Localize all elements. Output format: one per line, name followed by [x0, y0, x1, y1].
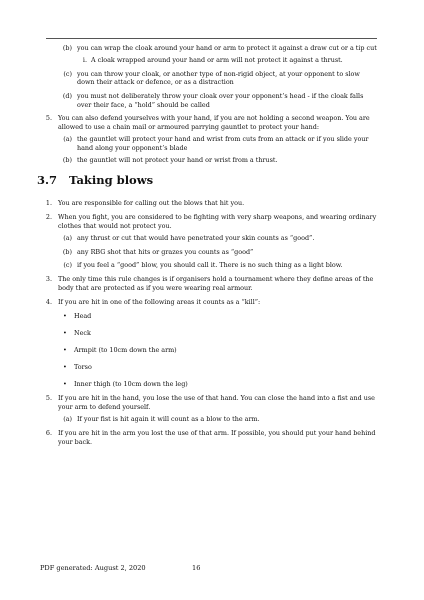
list-item [58, 156, 378, 165]
bullet-text: Inner thigh (to 10cm down the leg) [74, 379, 188, 388]
numbered-item [40, 213, 378, 230]
item-number: 3. [45, 275, 52, 284]
item-text: any thrust or cut that would have penetrated your skin counts as “good”. [77, 234, 315, 243]
item-text: You are responsible for calling out the blows that hit you. [58, 199, 245, 208]
item-number: 6. [45, 428, 52, 437]
bullet-text: Armpit (to 10cm down the arm) [74, 345, 177, 354]
list-item [77, 56, 378, 65]
section-heading [37, 173, 378, 187]
item-text: If you are hit in the hand, you lose the use of that hand. You can close the hand into a fist and use your arm to defend yourself. [58, 394, 375, 411]
list-item [58, 135, 378, 152]
bullet-icon: • [63, 345, 67, 354]
bullet-icon: • [63, 312, 67, 321]
item-number: 5. [45, 394, 52, 403]
item-label: (a) [63, 134, 72, 143]
list-item [58, 44, 378, 53]
bullet-text: Neck [74, 329, 91, 338]
numbered-item [40, 298, 378, 307]
list-item [58, 248, 378, 257]
item-text: If you are hit in one of the following areas it counts as a “kill”: [58, 297, 261, 306]
item-text: you can throw your cloak, or another type of non-rigid object, at your opponent to slow down their attack or defence, or as a distraction [77, 69, 360, 87]
bullet-text: Torso [74, 362, 92, 371]
list-item [58, 70, 378, 87]
item-text: you can wrap the cloak around your hand or arm to protect it against a draw cut or a tip cut [77, 44, 377, 52]
list-item [58, 92, 378, 109]
item-label: (b) [62, 44, 72, 52]
page-number: 16 [192, 564, 201, 572]
item-text: you must not deliberately throw your cloak over your opponent’s head - if the cloak falls over their face, a “hold” should be called [77, 91, 364, 109]
bullet-icon: • [63, 362, 67, 371]
pdf-generated-date: PDF generated: August 2, 2020 [40, 564, 146, 572]
bullet-item [58, 312, 378, 321]
bullet-icon: • [63, 329, 67, 338]
section-title: Taking blows [69, 173, 154, 188]
bullet-text: Head [74, 312, 92, 321]
item-text: A cloak wrapped around your hand or arm will not protect it against a thrust. [91, 56, 343, 65]
item-label: (b) [62, 155, 72, 164]
numbered-item [40, 114, 378, 131]
item-label: (b) [62, 247, 72, 256]
item-text: The only time this rule changes is if organisers hold a tournament where they define areas of the body that are protected as if you were wearing real armour. [58, 275, 374, 292]
bullet-item [58, 329, 378, 338]
list-item [58, 234, 378, 243]
list-item [58, 415, 378, 424]
list-item [58, 261, 378, 270]
item-label: (a) [63, 414, 72, 423]
top-rule [46, 38, 377, 39]
numbered-item [40, 199, 378, 208]
item-number: 5. [45, 114, 52, 123]
item-text: the gauntlet will protect your hand and wrist from cuts from an attack or if you slide your hand along your opponent’s blade [77, 134, 369, 152]
item-label: i. [82, 56, 87, 65]
numbered-item [40, 275, 378, 292]
bullet-icon: • [63, 379, 67, 388]
item-text: the gauntlet will not protect your hand or wrist from a thrust. [77, 155, 278, 164]
item-text: If your fist is hit again it will count as a blow to the arm. [77, 414, 260, 423]
bullet-item [58, 346, 378, 355]
item-text: You can also defend yourselves with your hand, if you are not holding a second weapon. You are allowed to use a chain mail or armoured parrying gauntlet to protect your hand: [58, 114, 370, 131]
item-number: 2. [45, 213, 52, 222]
section-number: 3.7 [37, 173, 58, 188]
item-text: if you feel a “good” blow, you should call it. There is no such thing as a light blow. [77, 261, 343, 270]
item-label: (a) [63, 234, 72, 243]
item-label: (d) [62, 91, 72, 100]
bullet-item [58, 380, 378, 389]
page-footer [40, 564, 380, 573]
numbered-item [40, 394, 378, 411]
page-body [37, 44, 378, 446]
item-text: If you are hit in the arm you lost the use of that arm. If possible, you should put your hand behind your back. [58, 428, 376, 446]
item-number: 1. [45, 199, 52, 208]
bullet-item [58, 363, 378, 372]
item-text: When you fight, you are considered to be fighting with very sharp weapons, and wearing ordinary clothes that would not protect you. [58, 213, 377, 230]
item-label: (c) [63, 261, 72, 270]
numbered-item [40, 429, 378, 446]
item-number: 4. [45, 297, 52, 306]
item-text: any RBG shot that hits or grazes you counts as “good” [77, 247, 254, 256]
item-label: (c) [63, 69, 72, 78]
